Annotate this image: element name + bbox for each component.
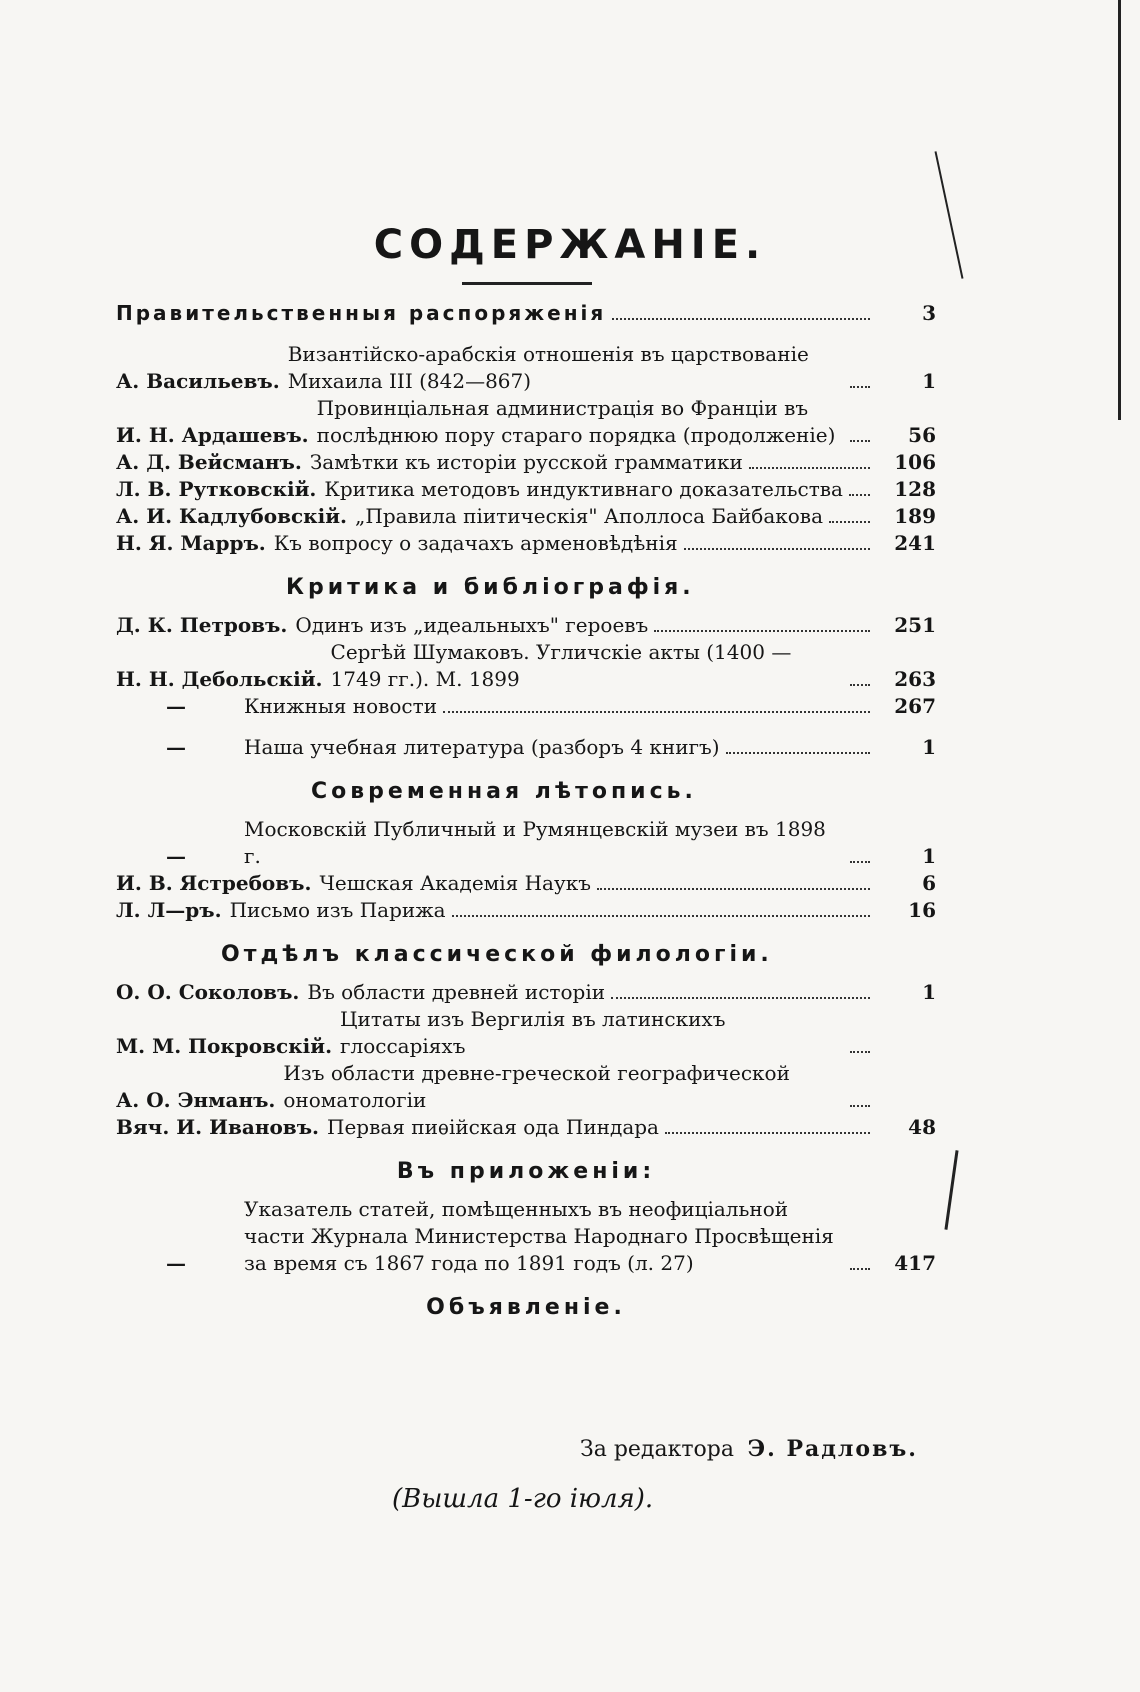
page-number: 56	[908, 423, 936, 447]
editor-prefix: За редактора	[580, 1437, 734, 1462]
table-of-contents	[116, 300, 936, 1332]
author: Н. Н. Дебольскій.	[116, 667, 323, 691]
page-title: СОДЕРЖАНІЕ.	[373, 222, 767, 268]
leader-dots	[850, 1051, 870, 1053]
entry-title: Письмо изъ Парижа	[229, 898, 446, 922]
section-heading-classical: Отдѣлъ классической филологіи.	[221, 942, 773, 967]
author: Н. Я. Марръ.	[116, 531, 266, 555]
entry-title: Чешская Академія Наукъ	[319, 871, 591, 895]
leader-dots	[850, 386, 870, 388]
entry-title: Къ вопросу о задачахъ арменовѣдѣнія	[273, 531, 678, 555]
page-number: 251	[894, 613, 936, 637]
author: Л. Л—ръ.	[116, 898, 222, 922]
page-number: 1	[922, 844, 936, 868]
entry-title: Одинъ изъ „идеальныхъ" героевъ	[295, 613, 649, 637]
appendix-list	[116, 1196, 936, 1277]
toc-entry	[116, 897, 936, 924]
author-dash: —	[166, 735, 186, 759]
page-number: 263	[894, 667, 936, 691]
toc-entry	[116, 734, 936, 761]
entry-title: Первая пиѳійская ода Пиндара	[327, 1115, 659, 1139]
leader-dots	[452, 915, 870, 917]
leader-dots	[749, 467, 870, 469]
author: А. О. Энманъ.	[116, 1088, 276, 1112]
section-heading-appendix: Въ приложеніи:	[396, 1159, 656, 1184]
page-number: 48	[908, 1115, 936, 1139]
toc-entry	[116, 1060, 936, 1114]
toc-entry	[116, 1196, 936, 1277]
section-heading-chronicle: Современная лѣтопись.	[311, 779, 697, 804]
toc-entry	[116, 639, 936, 693]
author-dash: —	[166, 1251, 186, 1275]
toc-entry	[116, 612, 936, 639]
articles-list	[116, 341, 936, 557]
entry-title: Провинціальная администрація во Франціи въ послѣднюю пору стараго порядка (продолженіе)	[316, 396, 836, 447]
page-number: 417	[894, 1251, 936, 1275]
toc-entry	[116, 476, 936, 503]
author: А. И. Кадлубовскій.	[116, 504, 348, 528]
critique-list	[116, 612, 936, 761]
leader-dots	[597, 888, 870, 890]
gov-label: Правительственныя распоряженія	[116, 301, 607, 325]
entry-title: Замѣтки къ исторіи русской грамматики	[309, 450, 743, 474]
editor-name: Э. Радловъ.	[747, 1436, 918, 1462]
author: А. Д. Вейсманъ.	[116, 450, 302, 474]
entry-title: Изъ области древне-греческой географической ономатологіи	[283, 1061, 790, 1112]
author: Вяч. И. Ивановъ.	[116, 1115, 319, 1139]
toc-entry	[116, 503, 936, 530]
toc-entry	[116, 816, 936, 870]
leader-dots	[849, 494, 870, 496]
leader-dots	[654, 630, 870, 632]
toc-entry	[116, 530, 936, 557]
toc-entry	[116, 1006, 936, 1060]
page-number: 1	[922, 735, 936, 759]
author: Л. В. Рутковскій.	[116, 477, 317, 501]
toc-entry	[116, 395, 936, 449]
page-number: 1	[922, 369, 936, 393]
entry-title: Критика методовъ индуктивнаго доказательства	[324, 477, 843, 501]
announcement-heading: Объявленіе.	[426, 1295, 626, 1320]
leader-dots	[850, 440, 870, 442]
leader-dots	[850, 861, 870, 863]
entry-title: Цитаты изъ Вергилія въ латинскихъ глоссаріяхъ	[340, 1007, 726, 1058]
leader-dots	[829, 521, 870, 523]
page-number: 189	[894, 504, 936, 528]
entry-title: Византійско-арабскія отношенія въ царствованіе Михаила III (842—867)	[287, 342, 809, 393]
toc-entry	[116, 979, 936, 1006]
leader-dots	[726, 752, 870, 754]
author: М. М. Покровскій.	[116, 1034, 333, 1058]
margin-scan-mark	[1118, 0, 1121, 420]
entry-title: Сергѣй Шумаковъ. Угличскіе акты (1400 — 1749 гг.). М. 1899	[330, 640, 792, 691]
author: А. Васильевъ.	[116, 369, 280, 393]
toc-entry	[116, 341, 936, 395]
leader-dots	[850, 684, 870, 686]
margin-scan-mark	[944, 1150, 958, 1230]
page-number: 128	[894, 477, 936, 501]
classical-list	[116, 979, 936, 1141]
entry-title: Московскій Публичный и Румянцевскій музеи въ 1898 г.	[244, 817, 826, 868]
leader-dots	[684, 548, 870, 550]
toc-entry	[116, 449, 936, 476]
author: Д. К. Петровъ.	[116, 613, 288, 637]
toc-entry	[116, 693, 936, 720]
page-number: 3	[922, 301, 936, 325]
author-dash: —	[166, 694, 186, 718]
author: О. О. Соколовъ.	[116, 980, 300, 1004]
page-number: 267	[894, 694, 936, 718]
toc-entry-gov	[116, 300, 936, 327]
editor-signature	[580, 1436, 918, 1462]
leader-dots	[850, 1268, 870, 1270]
page-number: 16	[908, 898, 936, 922]
entry-title: „Правила піитическія" Аполлоса Байбакова	[355, 504, 823, 528]
title-rule	[462, 282, 592, 285]
leader-dots	[611, 997, 870, 999]
entry-title: Наша учебная литература (разборъ 4 книгъ)	[244, 735, 720, 759]
section-heading-critique: Критика и библіографія.	[286, 575, 695, 600]
leader-dots	[665, 1132, 870, 1134]
entry-title: Книжныя новости	[244, 694, 438, 718]
leader-dots	[612, 318, 870, 320]
chronicle-list	[116, 816, 936, 924]
toc-entry	[116, 870, 936, 897]
entry-title: Указатель статей, помѣщенныхъ въ неофиціальной части Журнала Министерства Народнаго Просвѣщенія за время съ 1867 года по 1891 годъ (л. 27)	[244, 1197, 834, 1275]
author: И. В. Ястребовъ.	[116, 871, 312, 895]
entry-title: Въ области древней исторіи	[307, 980, 606, 1004]
leader-dots	[850, 1105, 870, 1107]
author: И. Н. Ардашевъ.	[116, 423, 309, 447]
page-number: 106	[894, 450, 936, 474]
leader-dots	[443, 711, 870, 713]
toc-entry	[116, 1114, 936, 1141]
page-number: 6	[922, 871, 936, 895]
author-dash: —	[166, 844, 186, 868]
page-number: 241	[894, 531, 936, 555]
page-number: 1	[922, 980, 936, 1004]
issue-date: (Вышла 1-го іюля).	[392, 1484, 654, 1514]
